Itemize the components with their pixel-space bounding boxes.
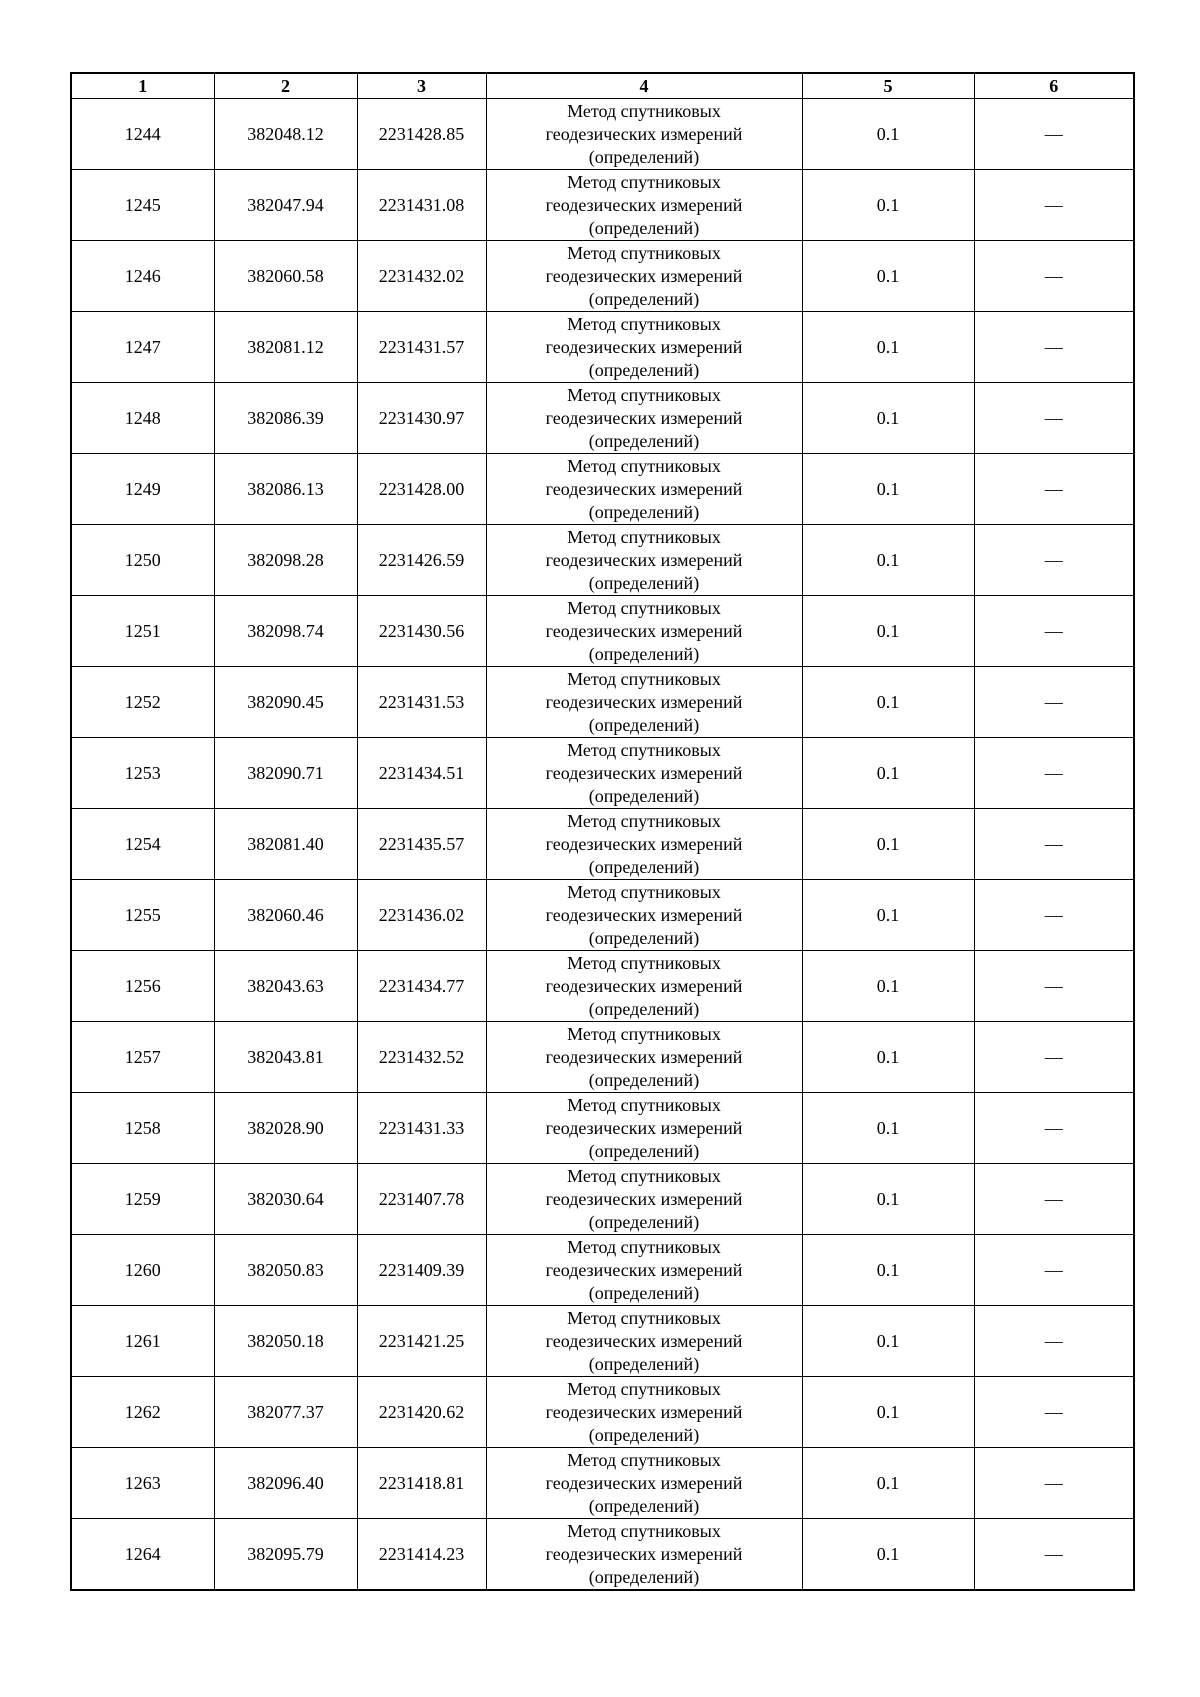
column-header-2: 2 — [214, 73, 357, 99]
method-text-line: геодезических измерений — [545, 407, 743, 428]
method-text-line: Метод спутниковых — [567, 313, 721, 334]
note-cell: — — [974, 880, 1134, 951]
method-text-line: геодезических измерений — [545, 265, 743, 286]
coordinate-x-cell: 382090.71 — [214, 738, 357, 809]
method-text-line: (определений) — [588, 501, 700, 522]
coordinate-x-cell: 382095.79 — [214, 1519, 357, 1591]
method-text-line: Метод спутниковых — [567, 1307, 721, 1328]
table-row — [71, 99, 1134, 170]
accuracy-cell: 0.1 — [802, 170, 974, 241]
coordinate-x-cell: 382043.63 — [214, 951, 357, 1022]
coordinate-x-cell: 382050.83 — [214, 1235, 357, 1306]
table-row — [71, 312, 1134, 383]
table-row — [71, 1235, 1134, 1306]
accuracy-cell: 0.1 — [802, 880, 974, 951]
method-cell — [486, 241, 802, 312]
note-cell: — — [974, 1164, 1134, 1235]
coordinate-y-cell: 2231428.85 — [357, 99, 486, 170]
coordinate-y-cell: 2231430.56 — [357, 596, 486, 667]
coordinate-y-cell: 2231414.23 — [357, 1519, 486, 1591]
coordinate-y-cell: 2231435.57 — [357, 809, 486, 880]
accuracy-cell: 0.1 — [802, 1235, 974, 1306]
coordinate-x-cell: 382047.94 — [214, 170, 357, 241]
method-text-line: (определений) — [588, 1495, 700, 1516]
coordinate-y-cell: 2231432.52 — [357, 1022, 486, 1093]
method-cell — [486, 525, 802, 596]
method-text-line: геодезических измерений — [545, 478, 743, 499]
table-row — [71, 525, 1134, 596]
accuracy-cell: 0.1 — [802, 99, 974, 170]
method-text-line: (определений) — [588, 1282, 700, 1303]
coordinate-y-cell: 2231431.53 — [357, 667, 486, 738]
method-text-line: Метод спутниковых — [567, 952, 721, 973]
method-text-line: геодезических измерений — [545, 975, 743, 996]
table-row — [71, 596, 1134, 667]
note-cell: — — [974, 951, 1134, 1022]
table-row — [71, 1306, 1134, 1377]
accuracy-cell: 0.1 — [802, 738, 974, 809]
note-cell: — — [974, 1093, 1134, 1164]
accuracy-cell: 0.1 — [802, 525, 974, 596]
table-row — [71, 880, 1134, 951]
method-text-line: геодезических измерений — [545, 1259, 743, 1280]
coordinate-y-cell: 2231421.25 — [357, 1306, 486, 1377]
method-text-line: (определений) — [588, 359, 700, 380]
accuracy-cell: 0.1 — [802, 1164, 974, 1235]
method-text-line: Метод спутниковых — [567, 1023, 721, 1044]
method-text-line: Метод спутниковых — [567, 384, 721, 405]
method-text-line: Метод спутниковых — [567, 810, 721, 831]
method-text-line: (определений) — [588, 856, 700, 877]
method-cell — [486, 596, 802, 667]
point-number-cell: 1246 — [71, 241, 214, 312]
method-text-line: геодезических измерений — [545, 904, 743, 925]
method-text-line: (определений) — [588, 572, 700, 593]
coordinate-x-cell: 382081.12 — [214, 312, 357, 383]
point-number-cell: 1259 — [71, 1164, 214, 1235]
note-cell: — — [974, 1519, 1134, 1591]
table-row — [71, 1093, 1134, 1164]
method-text-line: Метод спутниковых — [567, 242, 721, 263]
note-cell: — — [974, 1306, 1134, 1377]
table-row — [71, 1448, 1134, 1519]
table-row — [71, 951, 1134, 1022]
point-number-cell: 1258 — [71, 1093, 214, 1164]
note-cell: — — [974, 1448, 1134, 1519]
note-cell: — — [974, 170, 1134, 241]
method-text-line: Метод спутниковых — [567, 1094, 721, 1115]
table-row — [71, 667, 1134, 738]
method-cell — [486, 99, 802, 170]
point-number-cell: 1250 — [71, 525, 214, 596]
method-text-line: геодезических измерений — [545, 336, 743, 357]
method-text-line: Метод спутниковых — [567, 668, 721, 689]
method-text-line: Метод спутниковых — [567, 171, 721, 192]
accuracy-cell: 0.1 — [802, 241, 974, 312]
accuracy-cell: 0.1 — [802, 809, 974, 880]
coordinate-y-cell: 2231426.59 — [357, 525, 486, 596]
method-text-line: Метод спутниковых — [567, 1165, 721, 1186]
note-cell: — — [974, 809, 1134, 880]
method-text-line: Метод спутниковых — [567, 100, 721, 121]
coordinate-x-cell: 382098.74 — [214, 596, 357, 667]
coordinate-x-cell: 382098.28 — [214, 525, 357, 596]
method-text-line: (определений) — [588, 146, 700, 167]
column-header-1: 1 — [71, 73, 214, 99]
coordinate-y-cell: 2231430.97 — [357, 383, 486, 454]
method-cell — [486, 1519, 802, 1591]
coordinate-x-cell: 382050.18 — [214, 1306, 357, 1377]
note-cell: — — [974, 738, 1134, 809]
method-cell — [486, 1022, 802, 1093]
coordinate-x-cell: 382048.12 — [214, 99, 357, 170]
table-row — [71, 1519, 1134, 1591]
accuracy-cell: 0.1 — [802, 1519, 974, 1591]
note-cell: — — [974, 99, 1134, 170]
note-cell: — — [974, 525, 1134, 596]
coordinate-y-cell: 2231409.39 — [357, 1235, 486, 1306]
method-text-line: (определений) — [588, 927, 700, 948]
table-row — [71, 454, 1134, 525]
point-number-cell: 1249 — [71, 454, 214, 525]
method-text-line: Метод спутниковых — [567, 1449, 721, 1470]
point-number-cell: 1257 — [71, 1022, 214, 1093]
method-text-line: геодезических измерений — [545, 194, 743, 215]
method-text-line: (определений) — [588, 1353, 700, 1374]
point-number-cell: 1245 — [71, 170, 214, 241]
method-cell — [486, 1235, 802, 1306]
coordinate-y-cell: 2231431.57 — [357, 312, 486, 383]
method-text-line: геодезических измерений — [545, 1117, 743, 1138]
method-cell — [486, 809, 802, 880]
method-cell — [486, 312, 802, 383]
header-row — [71, 73, 1134, 99]
column-header-3: 3 — [357, 73, 486, 99]
coordinate-y-cell: 2231436.02 — [357, 880, 486, 951]
method-text-line: (определений) — [588, 1069, 700, 1090]
method-text-line: геодезических измерений — [545, 123, 743, 144]
method-cell — [486, 951, 802, 1022]
note-cell: — — [974, 1377, 1134, 1448]
accuracy-cell: 0.1 — [802, 1448, 974, 1519]
coordinate-y-cell: 2231431.08 — [357, 170, 486, 241]
method-text-line: Метод спутниковых — [567, 1520, 721, 1541]
point-number-cell: 1262 — [71, 1377, 214, 1448]
method-cell — [486, 1377, 802, 1448]
coordinate-x-cell: 382096.40 — [214, 1448, 357, 1519]
point-number-cell: 1261 — [71, 1306, 214, 1377]
method-cell — [486, 667, 802, 738]
accuracy-cell: 0.1 — [802, 1093, 974, 1164]
point-number-cell: 1264 — [71, 1519, 214, 1591]
table-row — [71, 241, 1134, 312]
coordinate-y-cell: 2231418.81 — [357, 1448, 486, 1519]
method-text-line: геодезических измерений — [545, 1188, 743, 1209]
coordinate-y-cell: 2231434.51 — [357, 738, 486, 809]
point-number-cell: 1260 — [71, 1235, 214, 1306]
note-cell: — — [974, 454, 1134, 525]
coordinate-x-cell: 382086.13 — [214, 454, 357, 525]
point-number-cell: 1252 — [71, 667, 214, 738]
coordinate-x-cell: 382086.39 — [214, 383, 357, 454]
method-text-line: (определений) — [588, 1424, 700, 1445]
method-cell — [486, 1093, 802, 1164]
note-cell: — — [974, 383, 1134, 454]
coordinate-x-cell: 382077.37 — [214, 1377, 357, 1448]
method-text-line: (определений) — [588, 430, 700, 451]
method-text-line: геодезических измерений — [545, 833, 743, 854]
coordinate-y-cell: 2231420.62 — [357, 1377, 486, 1448]
note-cell: — — [974, 241, 1134, 312]
coordinates-table — [70, 72, 1135, 1591]
method-text-line: (определений) — [588, 288, 700, 309]
method-cell — [486, 1306, 802, 1377]
point-number-cell: 1244 — [71, 99, 214, 170]
point-number-cell: 1254 — [71, 809, 214, 880]
method-text-line: Метод спутниковых — [567, 526, 721, 547]
table-row — [71, 809, 1134, 880]
coordinate-x-cell: 382081.40 — [214, 809, 357, 880]
coordinate-y-cell: 2231428.00 — [357, 454, 486, 525]
accuracy-cell: 0.1 — [802, 454, 974, 525]
table-row — [71, 383, 1134, 454]
method-text-line: (определений) — [588, 998, 700, 1019]
column-header-4: 4 — [486, 73, 802, 99]
note-cell: — — [974, 667, 1134, 738]
coordinate-x-cell: 382028.90 — [214, 1093, 357, 1164]
point-number-cell: 1251 — [71, 596, 214, 667]
method-text-line: геодезических измерений — [545, 1046, 743, 1067]
method-cell — [486, 1448, 802, 1519]
method-text-line: (определений) — [588, 1140, 700, 1161]
method-text-line: Метод спутниковых — [567, 455, 721, 476]
point-number-cell: 1247 — [71, 312, 214, 383]
method-cell — [486, 880, 802, 951]
method-text-line: Метод спутниковых — [567, 597, 721, 618]
accuracy-cell: 0.1 — [802, 312, 974, 383]
method-text-line: геодезических измерений — [545, 762, 743, 783]
method-text-line: (определений) — [588, 714, 700, 735]
method-text-line: геодезических измерений — [545, 1330, 743, 1351]
table-row — [71, 1022, 1134, 1093]
coordinate-x-cell: 382060.58 — [214, 241, 357, 312]
coordinate-x-cell: 382060.46 — [214, 880, 357, 951]
method-cell — [486, 170, 802, 241]
method-text-line: Метод спутниковых — [567, 1378, 721, 1399]
coordinate-y-cell: 2231434.77 — [357, 951, 486, 1022]
method-text-line: (определений) — [588, 1566, 700, 1587]
method-cell — [486, 1164, 802, 1235]
point-number-cell: 1253 — [71, 738, 214, 809]
table-row — [71, 1164, 1134, 1235]
table-header — [71, 73, 1134, 99]
coordinate-y-cell: 2231431.33 — [357, 1093, 486, 1164]
table-row — [71, 1377, 1134, 1448]
method-text-line: геодезических измерений — [545, 549, 743, 570]
accuracy-cell: 0.1 — [802, 667, 974, 738]
method-cell — [486, 738, 802, 809]
method-text-line: геодезических измерений — [545, 1543, 743, 1564]
coordinate-x-cell: 382030.64 — [214, 1164, 357, 1235]
point-number-cell: 1256 — [71, 951, 214, 1022]
table-body — [71, 99, 1134, 1591]
coordinate-y-cell: 2231407.78 — [357, 1164, 486, 1235]
method-text-line: Метод спутниковых — [567, 739, 721, 760]
table-row — [71, 170, 1134, 241]
method-text-line: (определений) — [588, 1211, 700, 1232]
point-number-cell: 1248 — [71, 383, 214, 454]
method-text-line: геодезических измерений — [545, 691, 743, 712]
method-text-line: геодезических измерений — [545, 1472, 743, 1493]
accuracy-cell: 0.1 — [802, 596, 974, 667]
method-text-line: (определений) — [588, 785, 700, 806]
method-text-line: Метод спутниковых — [567, 1236, 721, 1257]
accuracy-cell: 0.1 — [802, 951, 974, 1022]
method-text-line: геодезических измерений — [545, 1401, 743, 1422]
note-cell: — — [974, 1235, 1134, 1306]
coordinate-y-cell: 2231432.02 — [357, 241, 486, 312]
method-cell — [486, 454, 802, 525]
accuracy-cell: 0.1 — [802, 1022, 974, 1093]
method-text-line: (определений) — [588, 217, 700, 238]
coordinate-x-cell: 382090.45 — [214, 667, 357, 738]
accuracy-cell: 0.1 — [802, 1306, 974, 1377]
note-cell: — — [974, 596, 1134, 667]
accuracy-cell: 0.1 — [802, 1377, 974, 1448]
table-row — [71, 738, 1134, 809]
method-text-line: Метод спутниковых — [567, 881, 721, 902]
method-text-line: геодезических измерений — [545, 620, 743, 641]
method-text-line: (определений) — [588, 643, 700, 664]
point-number-cell: 1255 — [71, 880, 214, 951]
note-cell: — — [974, 1022, 1134, 1093]
point-number-cell: 1263 — [71, 1448, 214, 1519]
coordinate-x-cell: 382043.81 — [214, 1022, 357, 1093]
method-cell — [486, 383, 802, 454]
note-cell: — — [974, 312, 1134, 383]
accuracy-cell: 0.1 — [802, 383, 974, 454]
column-header-6: 6 — [974, 73, 1134, 99]
column-header-5: 5 — [802, 73, 974, 99]
